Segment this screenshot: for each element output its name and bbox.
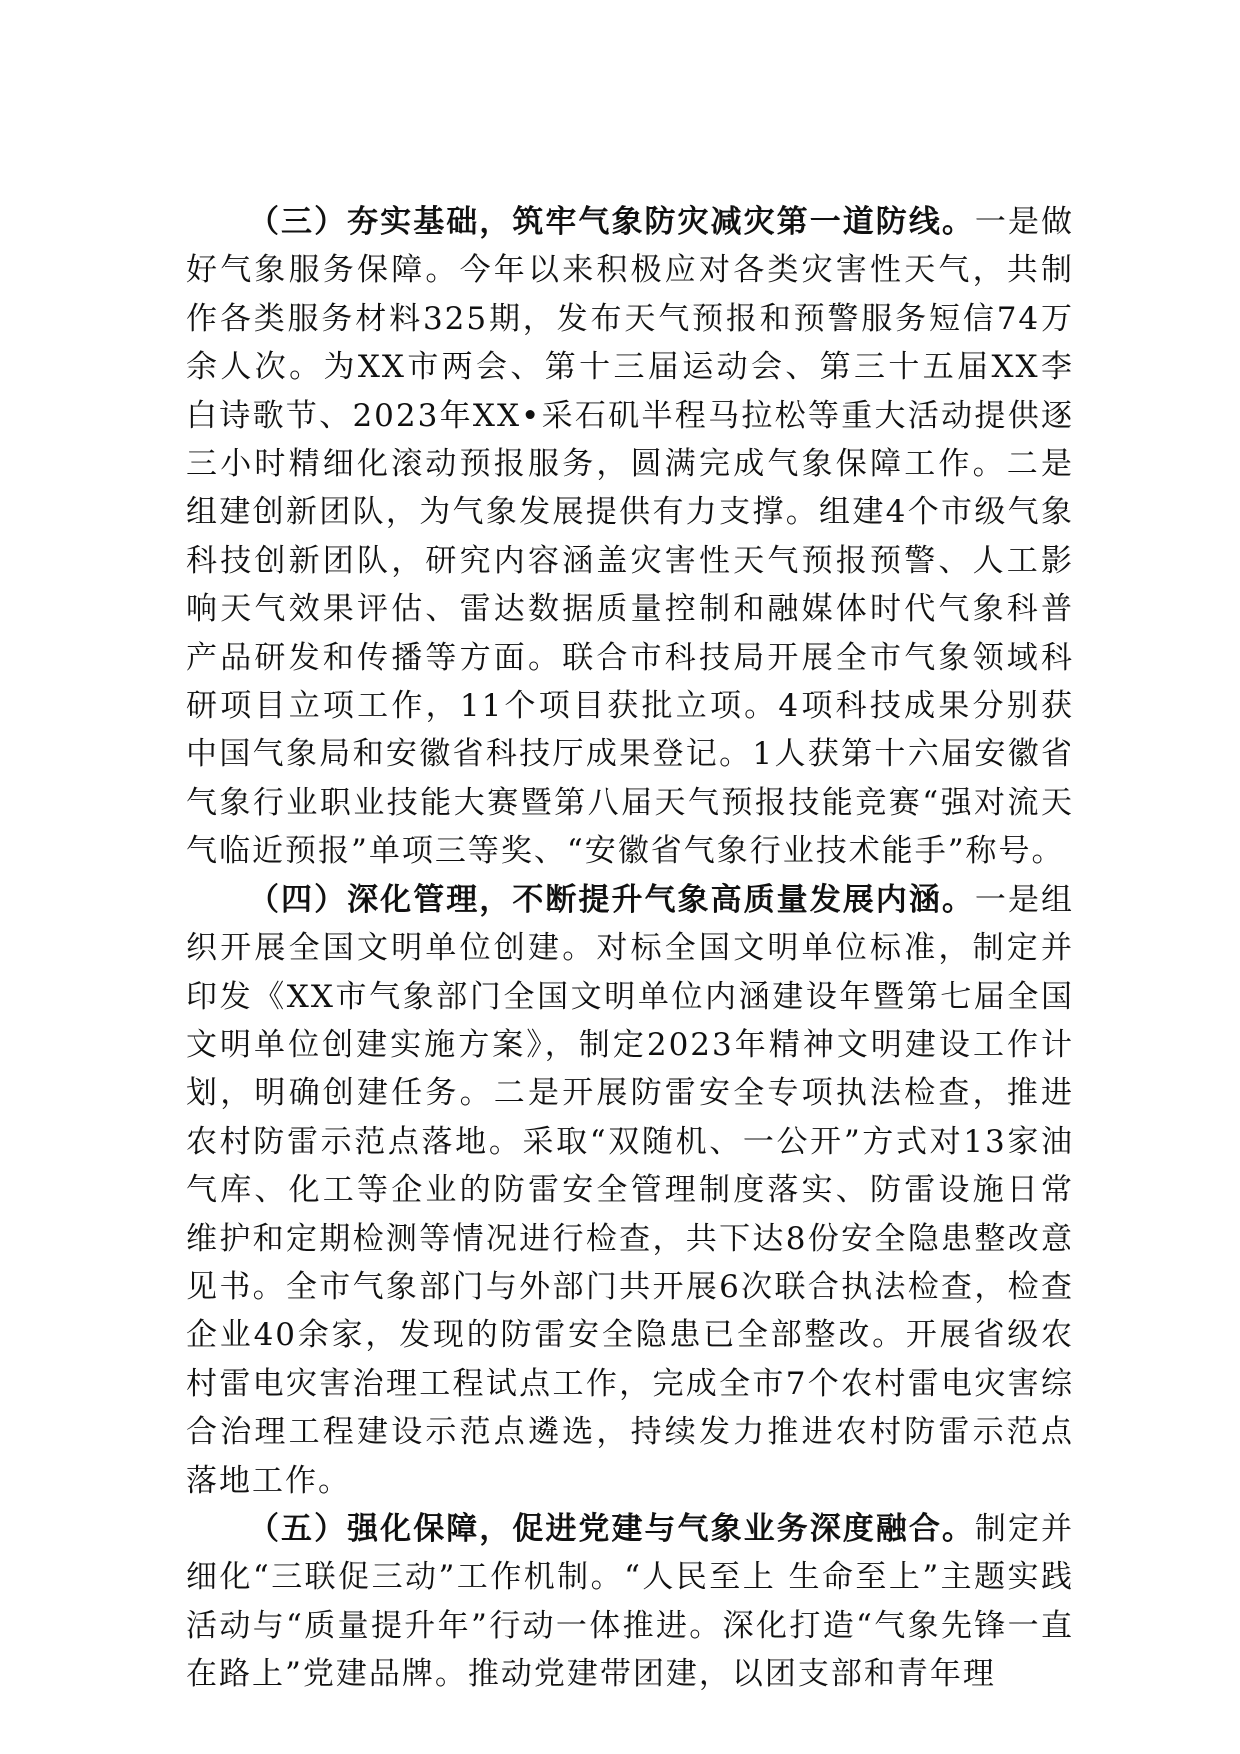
paragraph-4-body: 一是组织开展全国文明单位创建。对标全国文明单位标准，制定并印发《XX市气象部门全国文明单位内涵建设年暨第七届全国文明单位创建实施方案》，制定2023年精神文明建设工作计划，明确创建任务。二是开展防雷安全专项执法检查，推进农村防雷示范点落地。采取“双随机、一公开”方式对13家油气库、化工等企业的防雷安全管理制度落实、防雷设施日常维护和定期检测等情况进行检查，共下达8份安全隐患整改意见书。全市气象部门与外部门共开展6次联合执法检查，检查企业40余家，发现的防雷安全隐患已全部整改。开展省级农村雷电灾害治理工程试点工作，完成全市7个农村雷电灾害综合治理工程建设示范点遴选，持续发力推进农村防雷示范点落地工作。 [186,881,1075,1499]
paragraph-5-heading: （五）强化保障，促进党建与气象业务深度融合。 [248,1510,975,1547]
paragraph-3-body: 一是做好气象服务保障。今年以来积极应对各类灾害性天气，共制作各类服务材料325期，发布天气预报和预警服务短信74万余人次。为XX市两会、第十三届运动会、第三十五届XX李白诗歌节、2023年XX•采石矶半程马拉松等重大活动提供逐三小时精细化滚动预报服务，圆满完成气象保障工作。二是组建创新团队，为气象发展提供有力支撑。组建4个市级气象科技创新团队，研究内容涵盖灾害性天气预报预警、人工影响天气效果评估、雷达数据质量控制和融媒体时代气象科普产品研发和传播等方面。联合市科技局开展全市气象领域科研项目立项工作，11个项目获批立项。4项科技成果分别获中国气象局和安徽省科技厅成果登记。1人获第十六届安徽省气象行业职业技能大赛暨第八届天气预报技能竞赛“强对流天气临近预报”单项三等奖、“安徽省气象行业技术能手”称号。 [186,204,1075,870]
document-body [186,198,1074,1699]
paragraph-3-heading: （三）夯实基础，筑牢气象防灾减灾第一道防线。 [248,204,975,240]
paragraph-3 [186,198,1074,876]
paragraph-4 [186,876,1074,1505]
paragraph-4-heading: （四）深化管理，不断提升气象高质量发展内涵。 [248,881,975,918]
paragraph-5 [186,1505,1074,1699]
paragraph-5-body: 制定并细化“三联促三动”工作机制。“人民至上 生命至上”主题实践活动与“质量提升年”行动一体推进。深化打造“气象先锋一直在路上”党建品牌。推动党建带团建，以团支部和青年理 [186,1510,1075,1693]
